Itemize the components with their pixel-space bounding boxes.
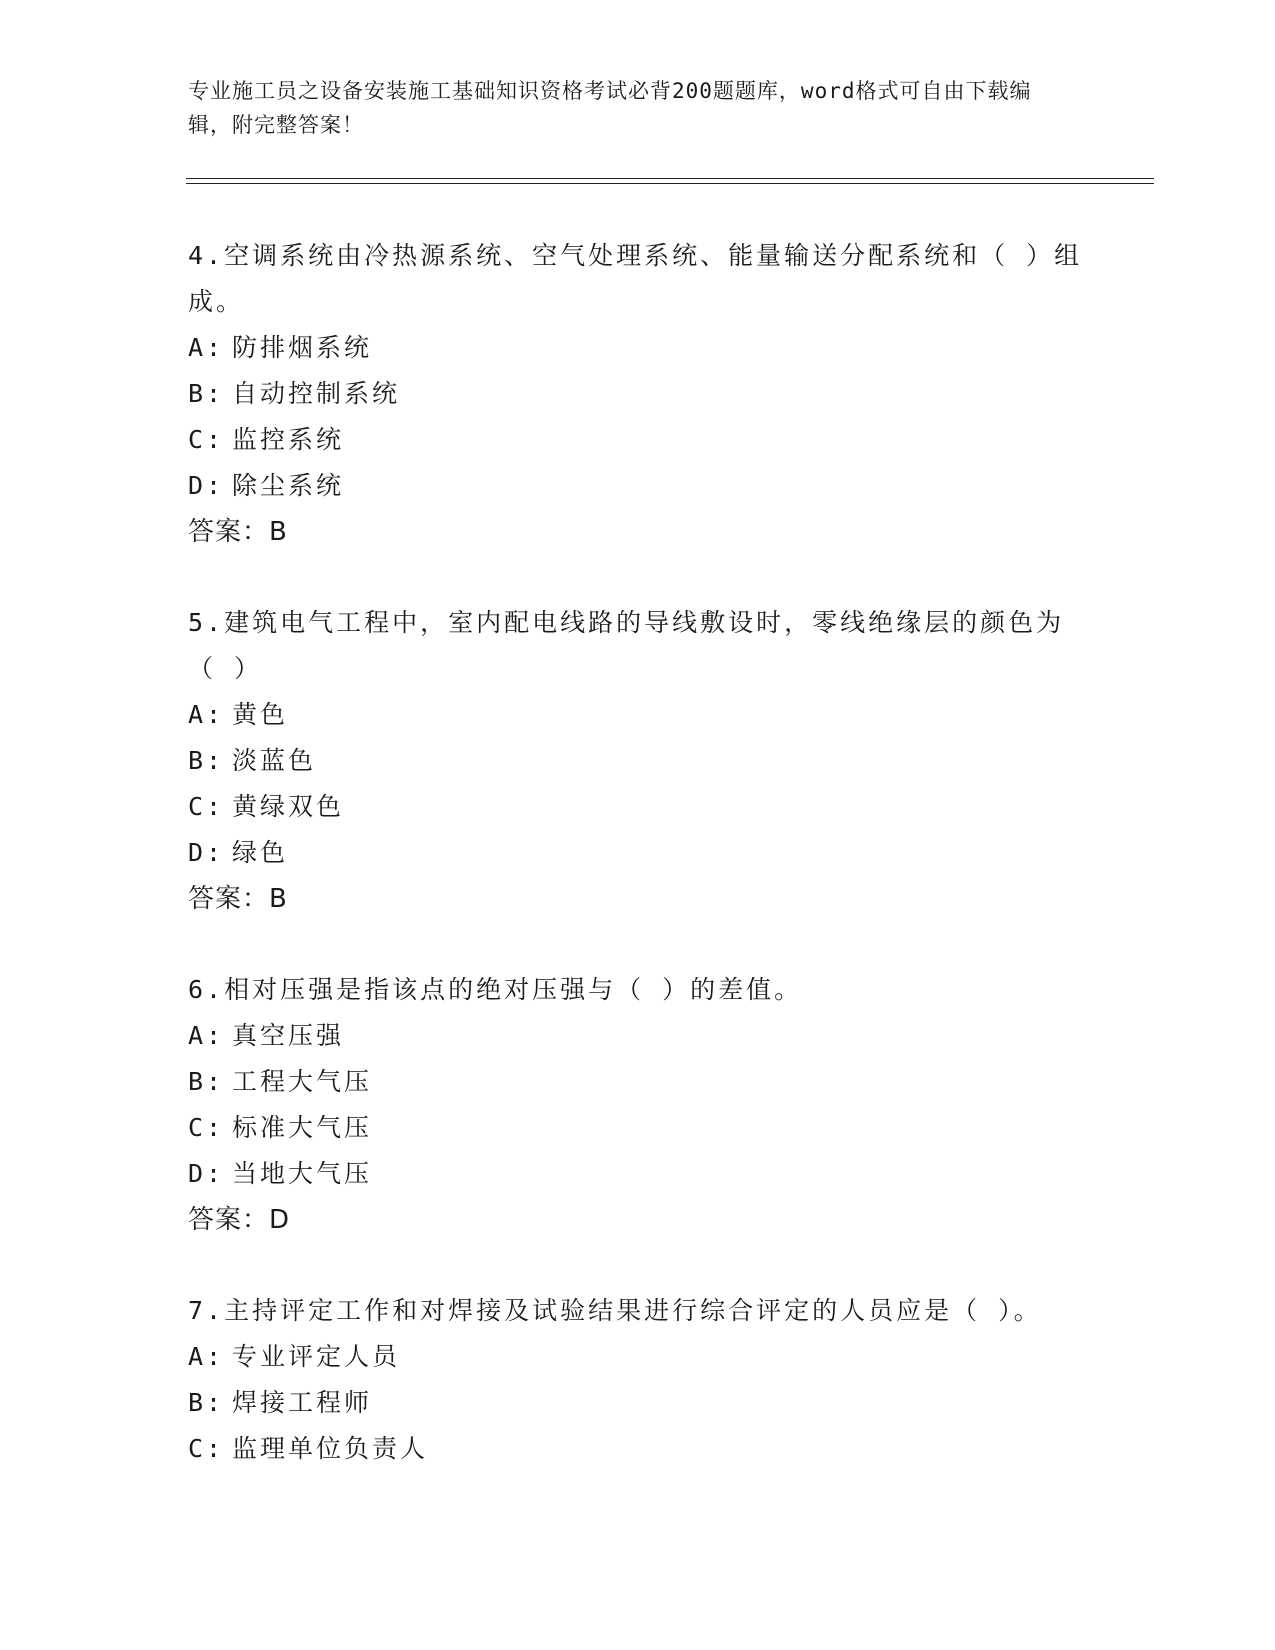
option-a bbox=[188, 692, 1088, 738]
option-letter: C: bbox=[188, 1113, 225, 1142]
answer-line: 答案：B bbox=[188, 884, 288, 914]
option-text: 防排烟系统 bbox=[232, 333, 373, 362]
option-d bbox=[188, 1151, 1088, 1197]
question-stem: 6.相对压强是指该点的绝对压强与（ ）的差值。 bbox=[188, 975, 803, 1004]
question-stem: 7.主持评定工作和对焊接及试验结果进行综合评定的人员应是（ ）。 bbox=[188, 1296, 1042, 1325]
question-4 bbox=[188, 233, 1088, 555]
option-a bbox=[188, 1334, 1088, 1380]
option-letter: D: bbox=[188, 838, 225, 867]
question-stem: 5.建筑电气工程中，室内配电线路的导线敷设时，零线绝缘层的颜色为（ ） bbox=[188, 608, 1065, 683]
question-7 bbox=[188, 1288, 1088, 1472]
option-letter: A: bbox=[188, 1342, 225, 1371]
question-6 bbox=[188, 967, 1088, 1243]
header-rule-bottom bbox=[186, 183, 1154, 184]
option-text: 焊接工程师 bbox=[232, 1388, 373, 1417]
option-letter: B: bbox=[188, 1067, 225, 1096]
option-c bbox=[188, 417, 1088, 463]
option-d bbox=[188, 463, 1088, 509]
option-letter: B: bbox=[188, 1388, 225, 1417]
option-b bbox=[188, 738, 1088, 784]
answer-line: 答案：D bbox=[188, 1205, 291, 1235]
option-text: 真空压强 bbox=[232, 1021, 345, 1050]
option-letter: B: bbox=[188, 746, 225, 775]
option-letter: A: bbox=[188, 333, 225, 362]
option-text: 绿色 bbox=[232, 838, 289, 867]
option-letter: B: bbox=[188, 379, 225, 408]
option-text: 监控系统 bbox=[232, 425, 345, 454]
option-text: 淡蓝色 bbox=[232, 746, 317, 775]
option-letter: C: bbox=[188, 792, 225, 821]
option-b bbox=[188, 1059, 1088, 1105]
option-b bbox=[188, 1380, 1088, 1426]
answer-line: 答案：B bbox=[188, 517, 288, 547]
option-a bbox=[188, 325, 1088, 371]
option-letter: C: bbox=[188, 425, 225, 454]
option-b bbox=[188, 371, 1088, 417]
option-text: 黄色 bbox=[232, 700, 289, 729]
option-text: 专业评定人员 bbox=[232, 1342, 401, 1371]
option-text: 当地大气压 bbox=[232, 1159, 373, 1188]
option-letter: A: bbox=[188, 1021, 225, 1050]
option-c bbox=[188, 1105, 1088, 1151]
option-text: 黄绿双色 bbox=[232, 792, 345, 821]
option-c bbox=[188, 784, 1088, 830]
option-c bbox=[188, 1426, 1088, 1472]
option-text: 标准大气压 bbox=[232, 1113, 373, 1142]
question-stem: 4.空调系统由冷热源系统、空气处理系统、能量输送分配系统和（ ）组成。 bbox=[188, 241, 1083, 316]
option-letter: C: bbox=[188, 1434, 225, 1463]
option-text: 自动控制系统 bbox=[232, 379, 401, 408]
question-list bbox=[188, 233, 1088, 1517]
option-d bbox=[188, 830, 1088, 876]
document-header: 专业施工员之设备安装施工基础知识资格考试必背200题题库，word格式可自由下载编辑，附完整答案！ bbox=[188, 79, 1032, 137]
option-text: 除尘系统 bbox=[232, 471, 345, 500]
option-a bbox=[188, 1013, 1088, 1059]
option-text: 监理单位负责人 bbox=[232, 1434, 429, 1463]
header-rule-top bbox=[186, 178, 1154, 179]
option-letter: D: bbox=[188, 1159, 225, 1188]
option-letter: D: bbox=[188, 471, 225, 500]
question-5 bbox=[188, 600, 1088, 922]
option-text: 工程大气压 bbox=[232, 1067, 373, 1096]
option-letter: A: bbox=[188, 700, 225, 729]
